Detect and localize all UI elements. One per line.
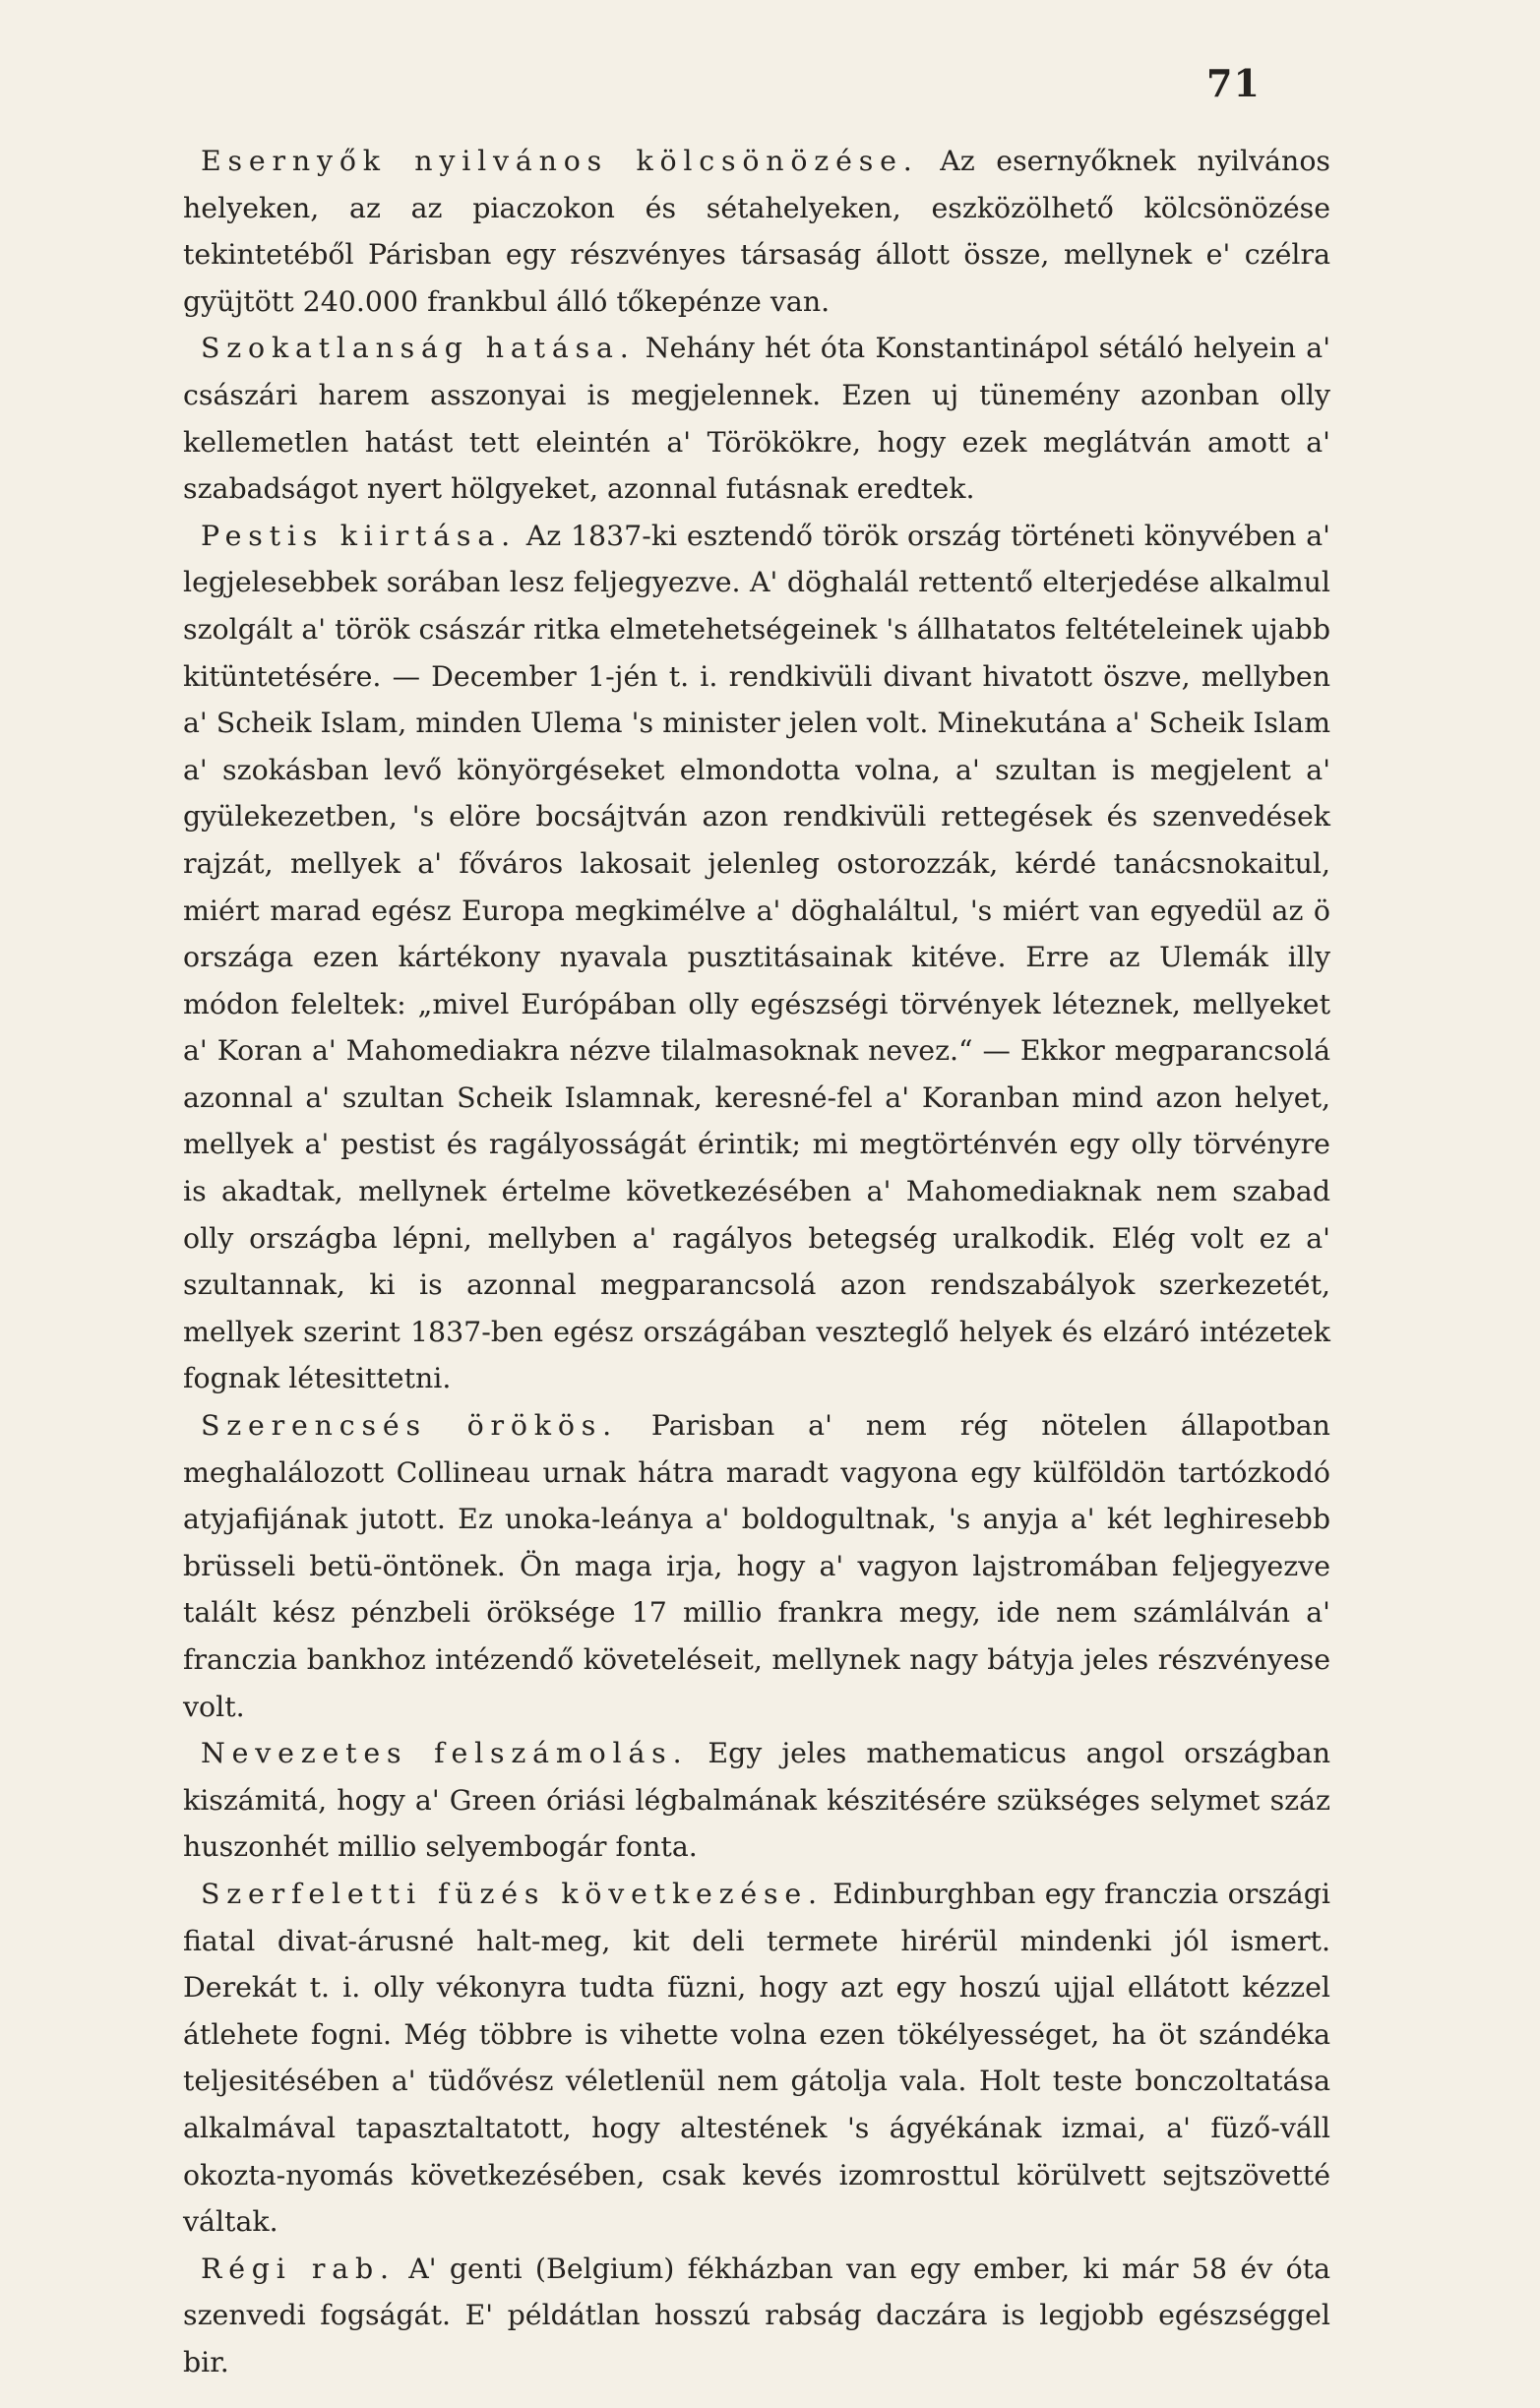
article-unusualness-effect xyxy=(183,325,1330,512)
article-tight-lacing-consequence xyxy=(183,1871,1330,2246)
article-umbrella-lending xyxy=(183,138,1330,325)
article-old-prisoner xyxy=(183,2246,1330,2386)
article-body: Az esernyőknek nyilvános helyeken, az az piaczokon és sétahelyeken, eszközölhető kölcsönözése tekintetéből Párisban egy részvényes társaság állott össze, mellynek e' czélra gyüjtött 240.000 frankbul álló tőkepénze van. xyxy=(183,145,1330,318)
article-body: A' genti (Belgium) fékházban van egy ember, ki már 58 év óta szenvedi fogságát. E' példátlan hosszú rabság daczára is legjobb egészséggel bir. xyxy=(183,2252,1331,2378)
article-lucky-heir xyxy=(183,1402,1330,1730)
article-body: Nehány hét óta Konstantinápol sétáló helyein a' császári harem asszonyai is megjelennek. Ezen uj tünemény azonban olly kellemetlen hatást tett eleintén a' Törökökre, hogy ezek meglátván amott a' szabadságot nyert hölgyeket, azonnal futásnak eredtek. xyxy=(183,332,1330,506)
article-plague-eradication xyxy=(183,513,1330,1402)
article-body: Edinburghban egy franczia országi fiatal divat-árusné halt-meg, kit deli termete hirérül mindenki jól ismert. Derekát t. i. olly vékonyra tudta füzni, hogy azt egy hoszú ujjal ellátott kézzel átlehete fogni. Még többre is vihette volna ezen tökélyességet, ha öt szándéka teljesitésében a' tüdővész véletlenül nem gátolja vala. Holt teste bonczoltatása alkalmával tapasztaltatott, hogy altestének 's ágyékának izmai, a' füző-váll okozta-nyomás következésében, csak kevés izomrosttul körülvett sejtszövetté váltak. xyxy=(183,1877,1330,2239)
article-body: Egy jeles mathematicus angol országban kiszámitá, hogy a' Green óriási légbalmának készitésére szükséges selymet száz huszonhét millio selyembogár fonta. xyxy=(183,1737,1330,1864)
article-heading: Régi rab. xyxy=(201,2252,396,2285)
article-heading: Szokatlanság hatása. xyxy=(201,332,636,365)
article-body: Az 1837-ki esztendő török ország történeti könyvében a' legjelesebbek sorában lesz feljegyezve. A' döghalál rettentő elterjedése alkalmul szolgált a' török császár ritka elmetehetségeinek 's állhatatos feltételeinek ujabb kitüntetésére. — December 1-jén t. i. rendkivüli divant hivatott öszve, mellyben a' Scheik Islam, minden Ulema 's minister jelen volt. Minekutána a' Scheik Islam a' szokásban levő könyörgéseket elmondotta volna, a' szultan is megjelent a' gyülekezetben, 's elöre bocsájtván azon rendkivüli rettegések és szenvedések rajzát, mellyek a' főváros lakosait jelenleg ostorozzák, kérdé tanácsnokaitul, miért marad egész Europa megkimélve a' döghaláltul, 's miért van egyedül az ö országa ezen kártékony nyavala pusztitásainak kitéve. Erre az Ulemák illy módon feleltek: „mivel Európában olly egészségi törvények léteznek, mellyeket a' Koran a' Mahomediakra nézve tilalmasoknak nevez.“ — Ekkor megparancsolá azonnal a' szultan Scheik Islamnak, keresné-fel a' Koranban mind azon helyet, mellyek a' pestist és ragályosságát érintik; mi megtörténvén egy olly törvényre is akadtak, mellynek értelme következésében a' Mahomediaknak nem szabad olly országba lépni, mellyben a' ragályos betegség uralkodik. Elég volt ez a' szultannak, ki is azonnal megparancsolá azon rendszabályok szerkezetét, mellyek szerint 1837-ben egész országában veszteglő helyek és elzáró intézetek fognak létesittetni. xyxy=(183,519,1330,1395)
article-column xyxy=(183,138,1330,2386)
article-heading: Esernyők nyilvános kölcsönözése. xyxy=(201,145,919,177)
page-number: 71 xyxy=(1206,61,1261,105)
article-heading: Nevezetes felszámolás. xyxy=(201,1737,689,1770)
article-heading: Szerencsés örökös. xyxy=(201,1409,618,1443)
article-notable-calculation xyxy=(183,1730,1330,1871)
article-heading: Pestis kiirtása. xyxy=(201,519,517,552)
article-heading: Szerfeletti füzés következése. xyxy=(201,1877,824,1910)
article-body: Parisban a' nem rég nötelen állapotban meghalálozott Collineau urnak hátra maradt vagyona egy külföldön tartózkodó atyjafijának jutott. Ez unoka-leánya a' boldogultnak, 's anyja a' két leghiresebb brüsseli betü-öntönek. Ön maga irja, hogy a' vagyon lajstromában feljegyezve talált kész pénzbeli öröksége 17 millio frankra megy, ide nem számlálván a' franczia bankhoz intézendő követeléseit, mellynek nagy bátyja jeles részvényese volt. xyxy=(183,1409,1330,1723)
